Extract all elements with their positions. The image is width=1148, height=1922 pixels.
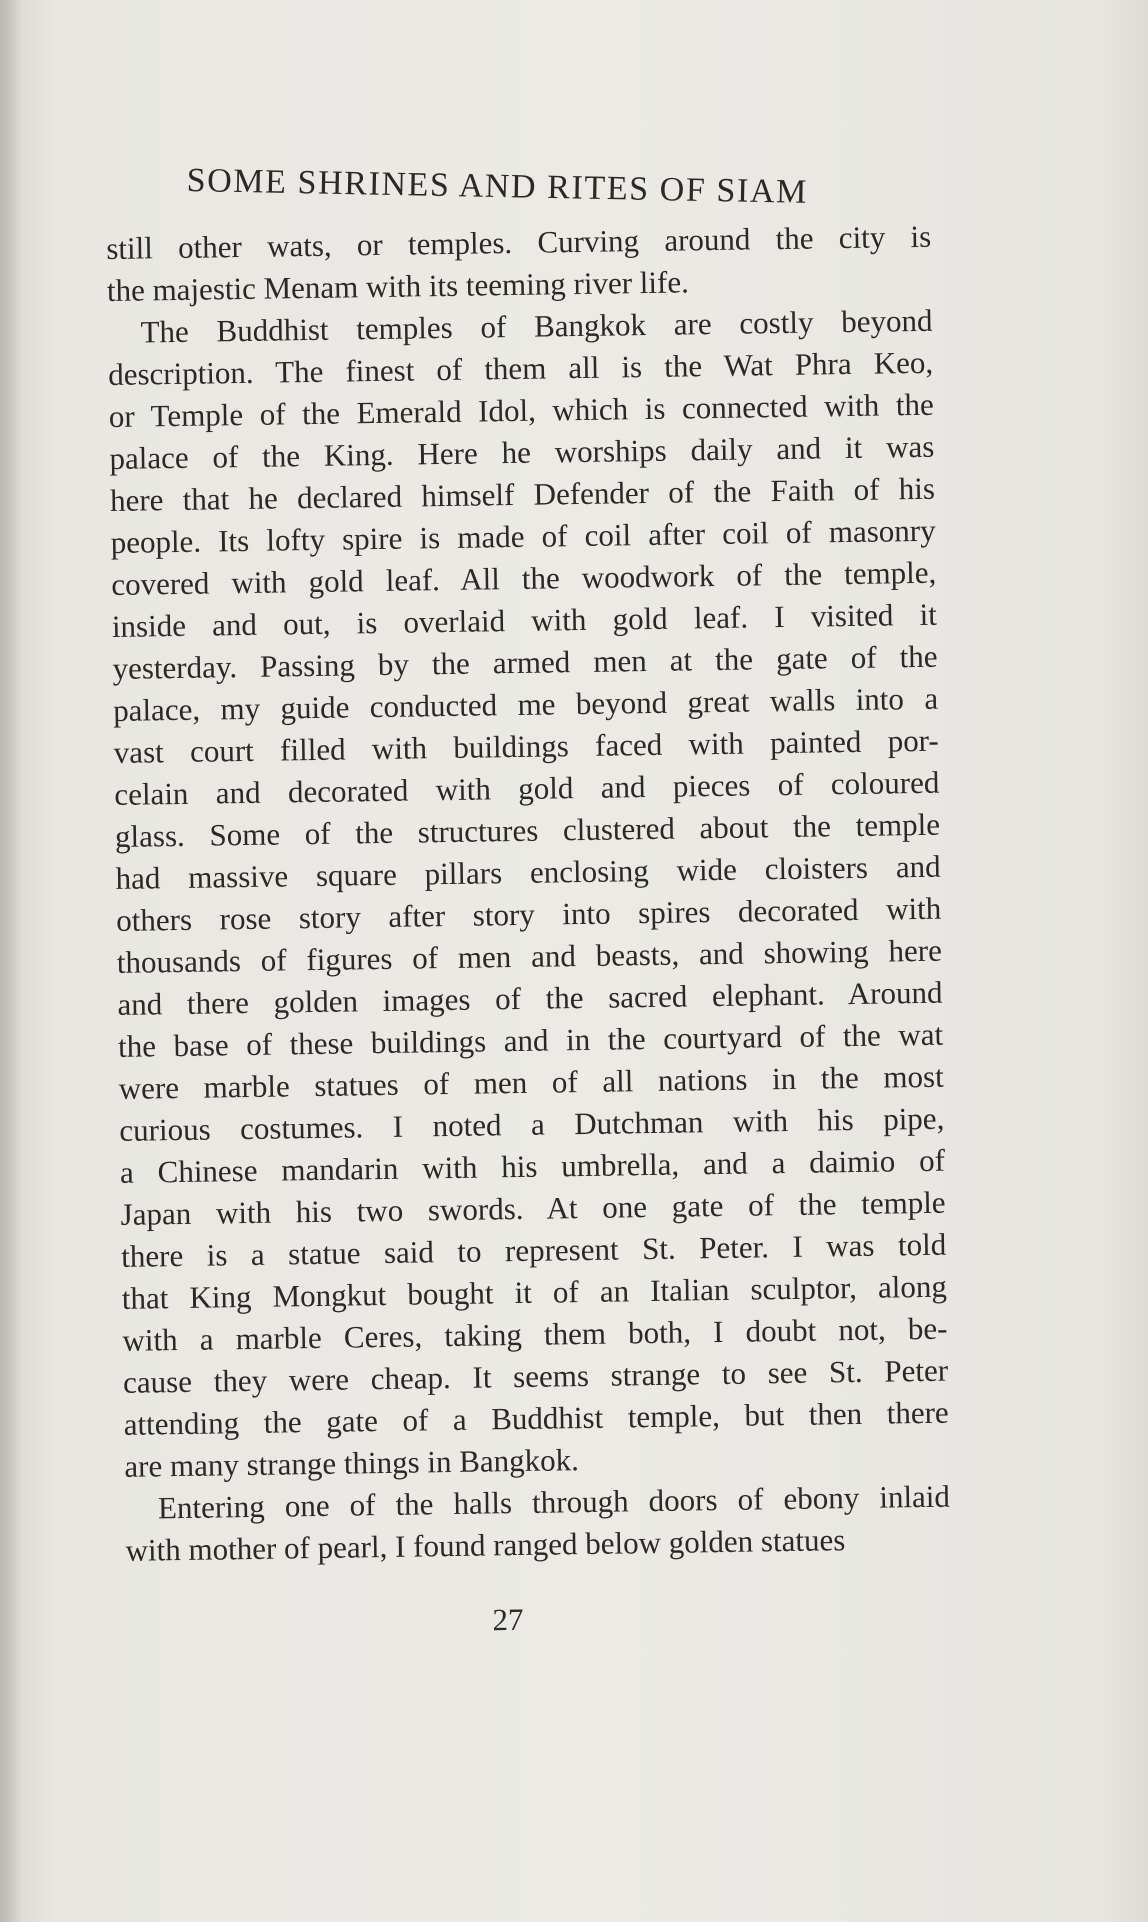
text-line: that King Mongkut bought it of an Italian sculptor, along [121, 1268, 948, 1316]
text-line: were marble statues of men of all nations in the most [118, 1058, 944, 1106]
text-line: covered with gold leaf. All the woodwork of the temple, [111, 554, 937, 602]
text-line: palace, my guide conducted me beyond great walls into a [112, 680, 939, 728]
text-line: curious costumes. I noted a Dutchman with his pipe, [119, 1100, 945, 1148]
text-line: are many strange things in Bangkok. [124, 1442, 580, 1484]
text-line: yesterday. Passing by the armed men at the gate of the [112, 638, 938, 686]
page-number: 27 [492, 1601, 524, 1638]
text-line: palace of the King. Here he worships daily and it was [109, 428, 935, 476]
paragraph [125, 1476, 951, 1572]
text-line: here that he declared himself Defender of the Faith of his [109, 470, 936, 518]
text-line: cause they were cheap. It seems strange to see St. Peter [122, 1352, 949, 1400]
text-line: description. The finest of them all is the Wat Phra Keo, [107, 344, 934, 392]
paragraph [107, 300, 949, 1488]
text-line: others rose story after story into spires decorated with [116, 890, 942, 938]
text-line: with mother of pearl, I found ranged below golden statues [125, 1522, 846, 1568]
text-line: The Buddhist temples of Bangkok are costly beyond [140, 302, 933, 350]
text-line: had massive square pillars enclosing wide cloisters and [115, 848, 941, 896]
text-line: with a marble Ceres, taking them both, I doubt not, be- [122, 1310, 948, 1358]
text-line: Entering one of the halls through doors of ebony inlaid [157, 1478, 951, 1526]
text-line: attending the gate of a Buddhist temple, but then there [123, 1394, 949, 1442]
text-line: thousands of figures of men and beasts, and showing here [116, 932, 943, 980]
text-line: a Chinese mandarin with his umbrella, and a daimio of [119, 1142, 946, 1190]
text-line: inside and out, is overlaid with gold leaf. I visited it [111, 596, 938, 644]
text-line: celain and decorated with gold and pieces of coloured [114, 764, 940, 812]
text-line: and there golden images of the sacred elephant. Around [117, 974, 943, 1022]
text-line: or Temple of the Emerald Idol, which is connected with the [108, 386, 934, 434]
running-head: SOME SHRINES AND RITES OF SIAM [186, 162, 809, 211]
text-line: still other wats, or temples. Curving around the city is [106, 218, 932, 266]
text-line: vast court filled with buildings faced with painted por- [113, 722, 939, 770]
text-line: glass. Some of the structures clustered about the temple [114, 806, 941, 854]
body-text [106, 216, 951, 1572]
paragraph [106, 216, 932, 312]
text-line: people. Its lofty spire is made of coil after coil of masonry [110, 512, 936, 560]
gutter-shadow [0, 0, 22, 1922]
text-line: the majestic Menam with its teeming river life. [106, 264, 690, 308]
text-line: there is a statue said to represent St. Peter. I was told [120, 1226, 947, 1274]
text-line: the base of these buildings and in the courtyard of the wat [117, 1016, 944, 1064]
text-line: Japan with his two swords. At one gate of the temple [120, 1184, 946, 1232]
